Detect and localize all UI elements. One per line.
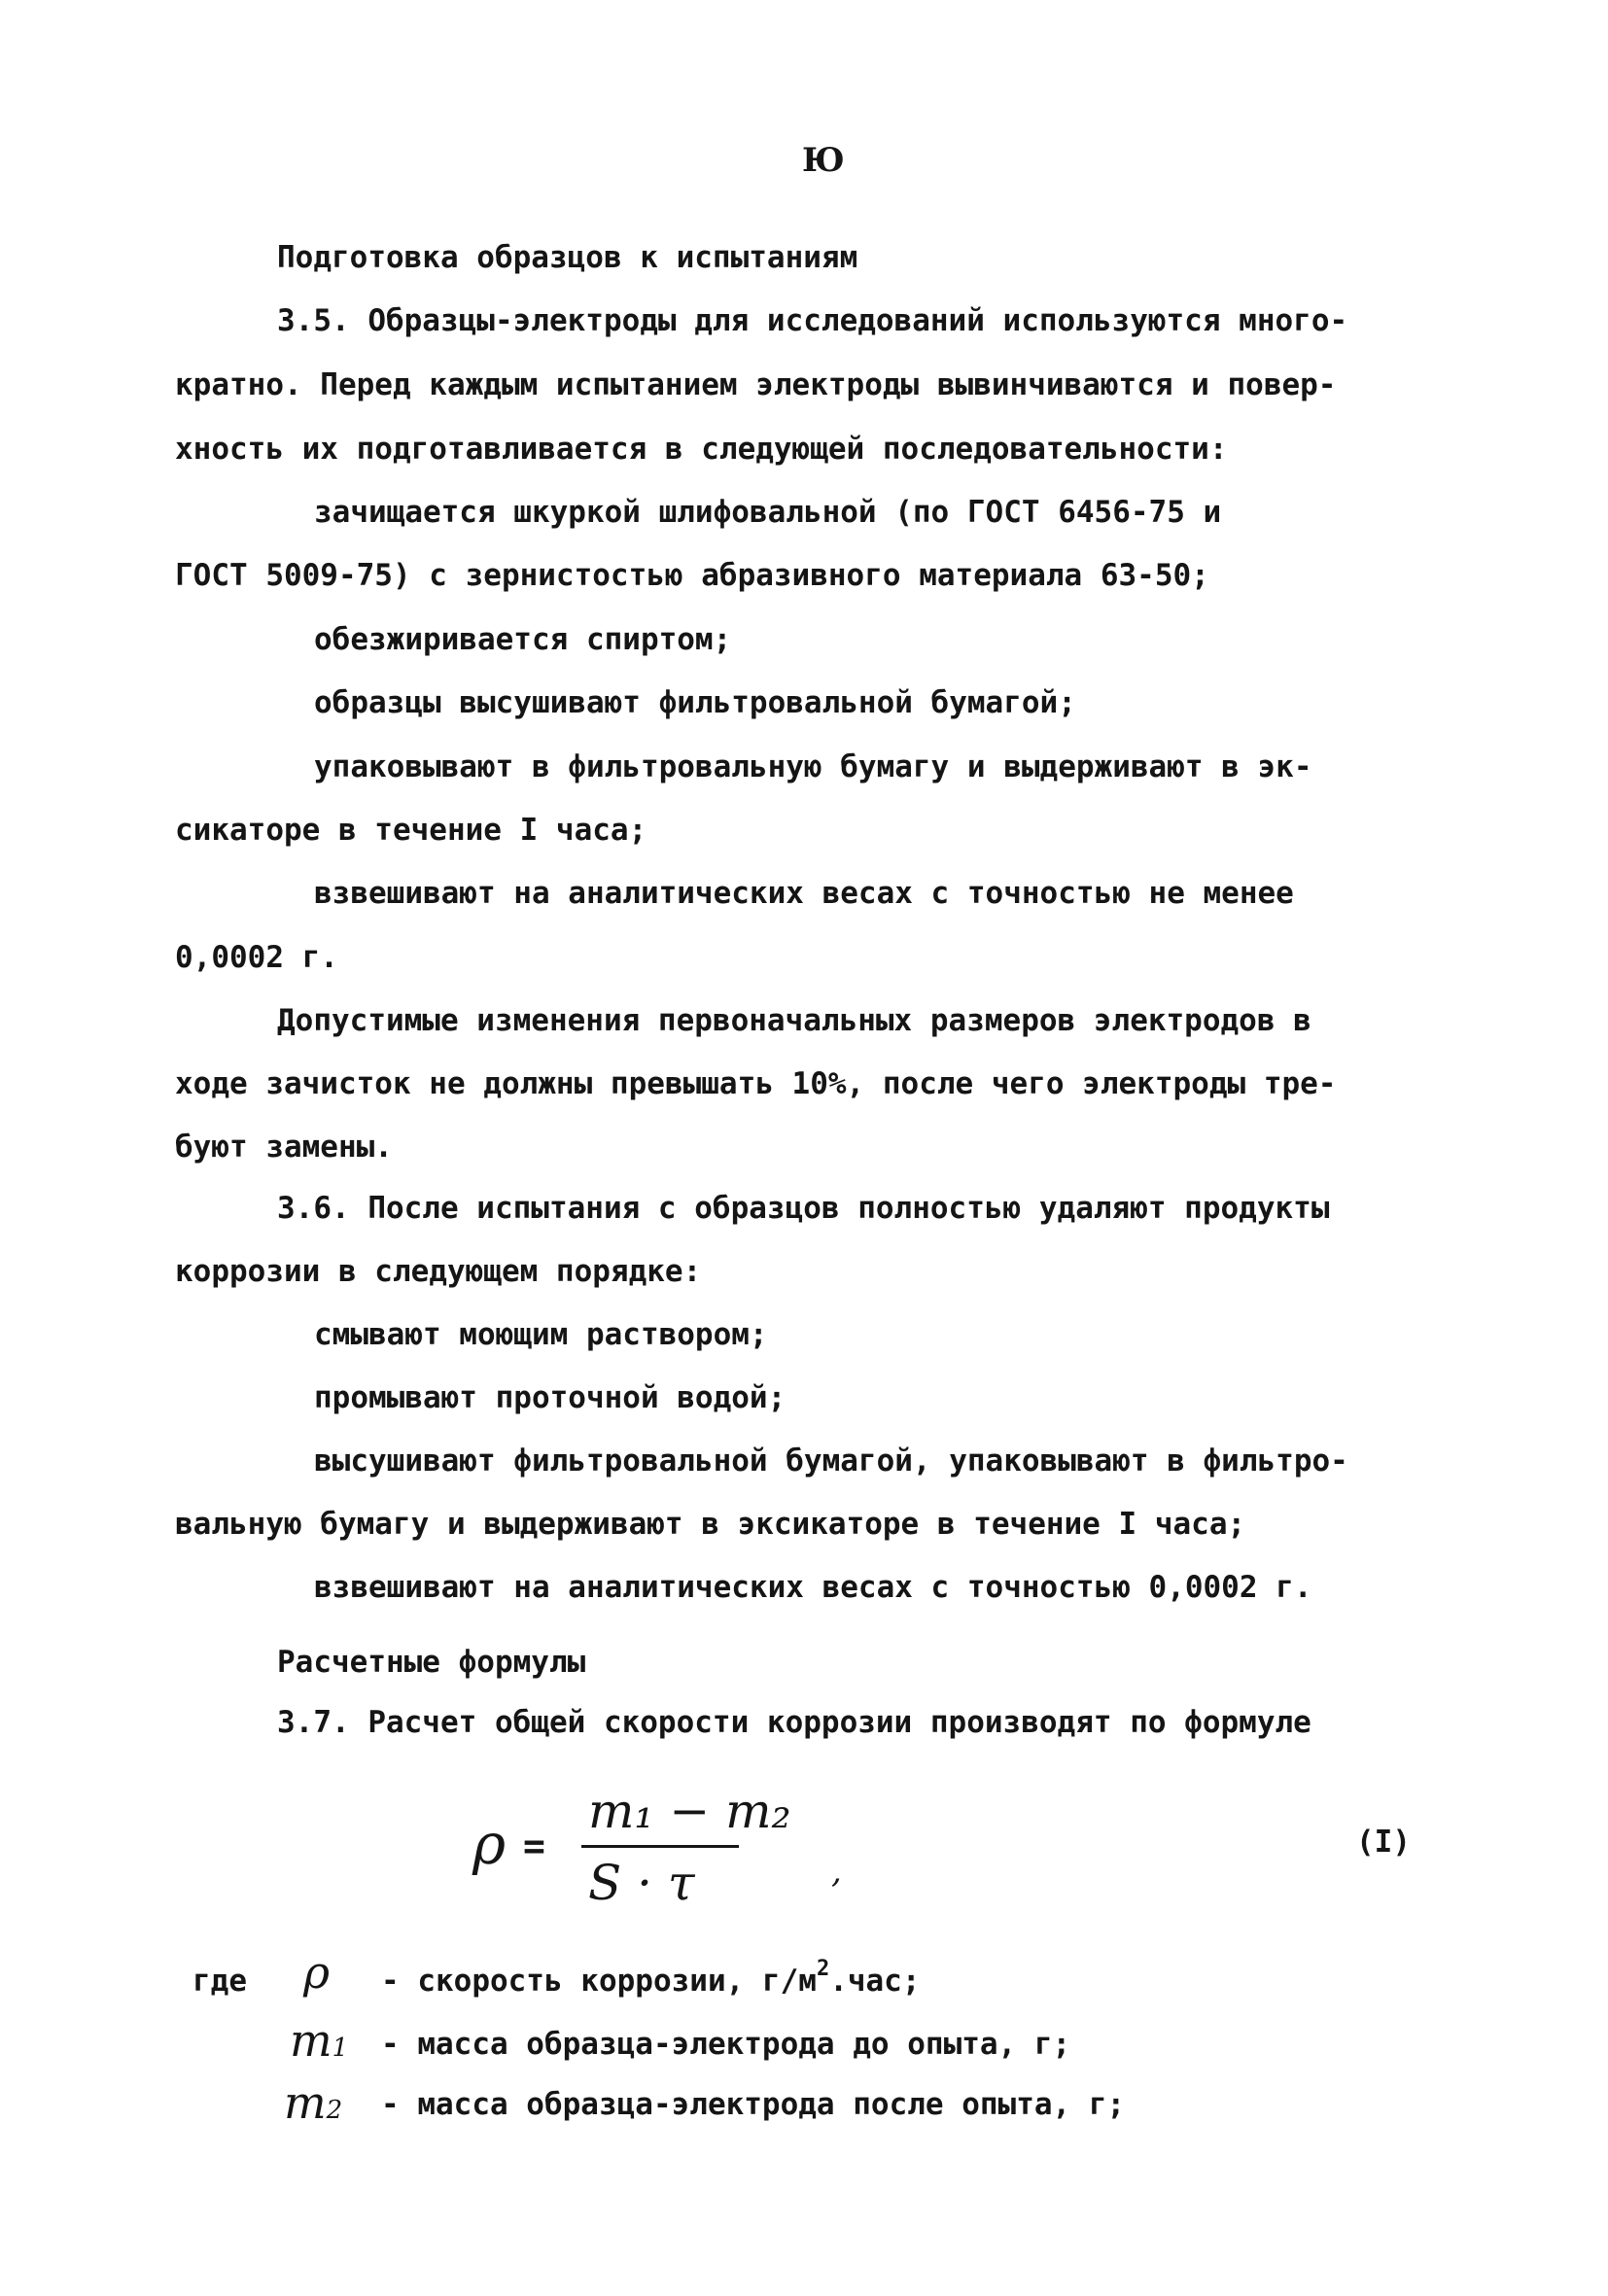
p36-line-4: промывают проточной водой; <box>314 1380 787 1415</box>
where-symbol-m1-sub: 1 <box>332 2034 349 2063</box>
formula-number: (I) <box>1356 1825 1411 1860</box>
where-text-m1: - масса образца-электрода до опыта, г; <box>381 2027 1071 2062</box>
p35-line-13: ходе зачисток не должны превышать 10%, после чего электроды тре- <box>175 1066 1337 1101</box>
where-symbol-m2-base: m <box>284 2076 327 2129</box>
p35-line-14: буют замены. <box>175 1130 393 1165</box>
where-text-rho-sup: 2 <box>816 1957 830 1981</box>
p35-line-3: хность их подготавливается в следующей последовательности: <box>175 432 1228 467</box>
where-text-rho-main: - скорость коррозии, г/м <box>381 1964 817 1999</box>
section-heading-preparation: Подготовка образцов к испытаниям <box>277 240 858 275</box>
p35-line-10: взвешивают на аналитических весах с точностью не менее <box>314 876 1294 911</box>
p35-line-8: упаковывают в фильтровальную бумагу и выдерживают в эк- <box>314 749 1312 784</box>
page-number: Ю <box>802 141 845 180</box>
p35-line-2: кратно. Перед каждым испытанием электроды вывинчиваются и повер- <box>175 367 1337 402</box>
where-symbol-m2 <box>284 2076 343 2129</box>
where-symbol-m1 <box>290 2014 349 2067</box>
p35-line-1: 3.5. Образцы-электроды для исследований используются много- <box>277 303 1348 338</box>
p35-line-6: обезжиривается спиртом; <box>314 622 732 657</box>
where-text-m2: - масса образца-электрода после опыта, г; <box>381 2087 1126 2122</box>
p35-line-12: Допустимые изменения первоначальных размеров электродов в <box>277 1003 1311 1038</box>
p36-line-7: взвешивают на аналитических весах с точностью 0,0002 г. <box>314 1570 1312 1605</box>
p35-line-4: зачищается шкуркой шлифовальной (по ГОСТ 6456-75 и <box>314 495 1222 530</box>
p37-line-1: 3.7. Расчет общей скорости коррозии производят по формуле <box>277 1705 1311 1740</box>
where-symbol-rho: ρ <box>303 1946 331 1999</box>
p36-line-2: коррозии в следующем порядке: <box>175 1254 702 1289</box>
formula-lhs-rho: ρ <box>472 1811 507 1877</box>
formula-numerator: m₁ − m₂ <box>588 1783 791 1839</box>
fraction-bar <box>581 1845 739 1848</box>
p36-line-5: высушивают фильтровальной бумагой, упаковывают в фильтро- <box>314 1444 1348 1478</box>
p35-line-5: ГОСТ 5009-75) с зернистостью абразивного материала 63-50; <box>175 558 1209 593</box>
p35-line-9: сикаторе в течение I часа; <box>175 813 647 848</box>
formula-comma: , <box>831 1852 842 1891</box>
p35-line-11: 0,0002 г. <box>175 940 338 975</box>
p36-line-3: смывают моющим раствором; <box>314 1317 768 1352</box>
where-symbol-m2-sub: 2 <box>326 2096 343 2125</box>
p36-line-1: 3.6. После испытания с образцов полностью удаляют продукты <box>277 1191 1330 1226</box>
where-label: где <box>192 1964 247 1999</box>
where-text-rho-tail: .час; <box>829 1964 921 1999</box>
section-heading-formulas: Расчетные формулы <box>277 1645 586 1680</box>
where-symbol-m1-base: m <box>290 2014 332 2067</box>
where-text-rho <box>381 1957 921 1999</box>
p36-line-6: вальную бумагу и выдерживают в эксикаторе в течение I часа; <box>175 1507 1246 1542</box>
formula-equals: = <box>523 1825 545 1867</box>
formula-denominator: S · τ <box>588 1855 695 1911</box>
p35-line-7: образцы высушивают фильтровальной бумагой; <box>314 685 1076 720</box>
